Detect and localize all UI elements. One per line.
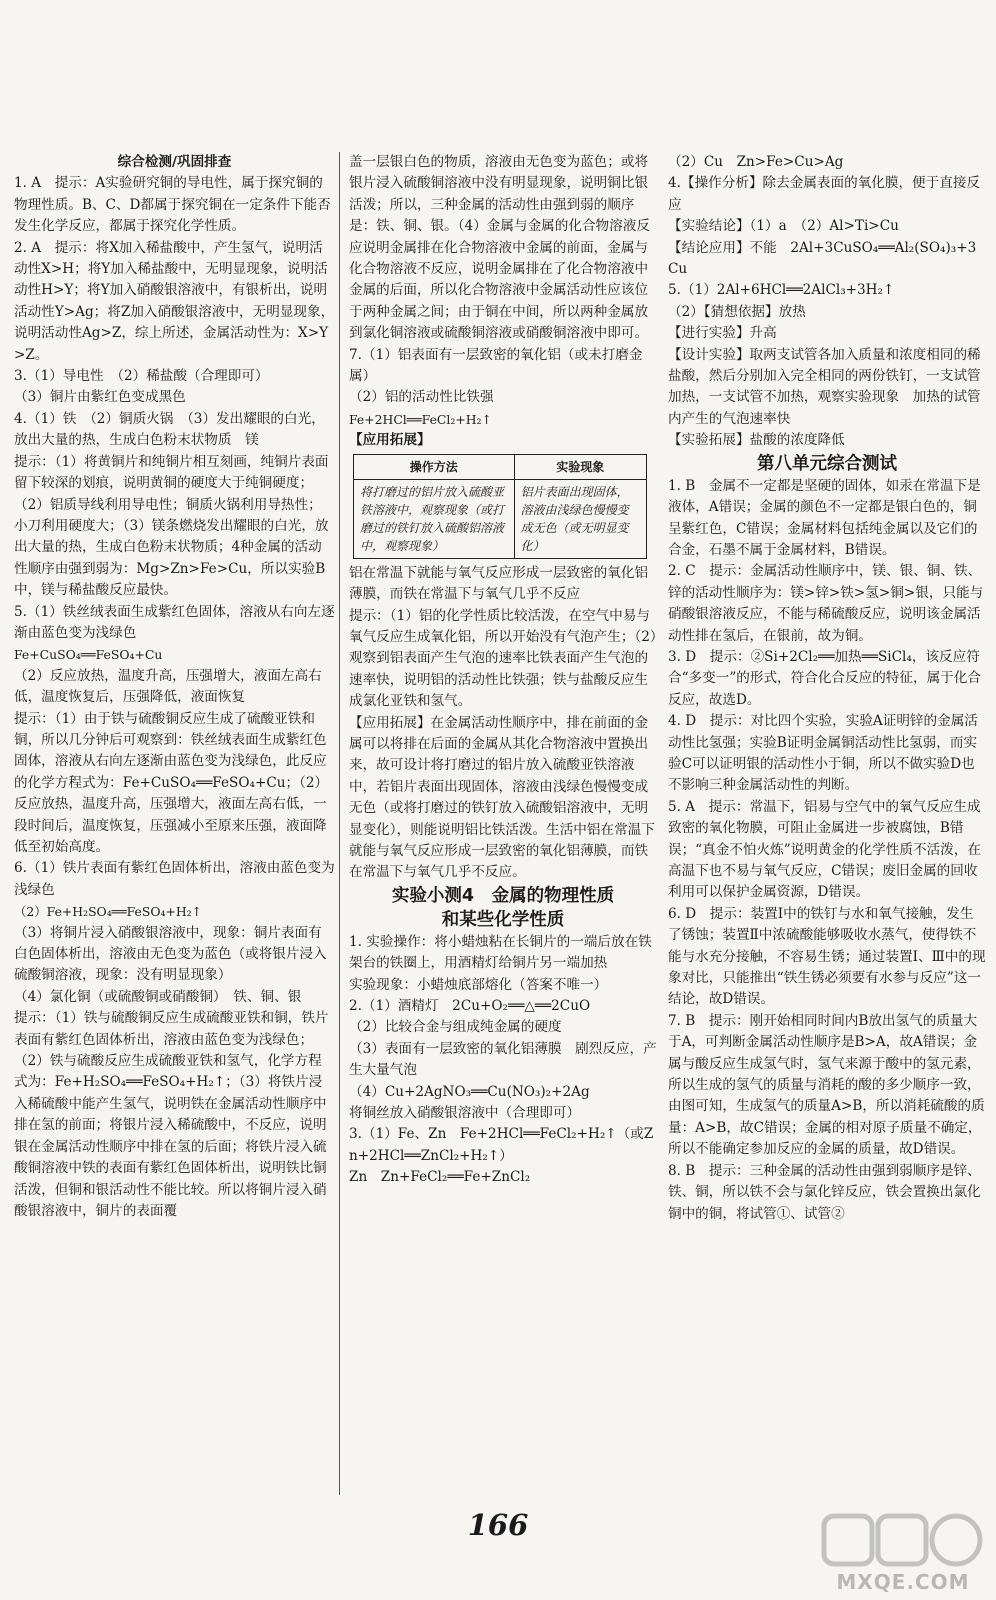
paragraph: 4.【操作分析】除去金属表面的氧化膜，便于直接反应 — [668, 175, 981, 213]
paragraph: 【结论应用】不能 2Al+3CuSO₄══Al₂(SO₄)₃+3Cu — [668, 239, 977, 278]
paragraph: 1. 实验操作：将小蜡烛粘在长铜片的一端后放在铁架台的铁圈上，用酒精灯给铜片另一端加热 — [349, 933, 652, 972]
paragraph: 3. D 提示：②Si+2Cl₂══加热══SiCl₄，该反应符合“多变一”的形式，符合化合反应的特征，属于化合反应，故选D。 — [668, 648, 981, 708]
paragraph: 将铜丝放入硝酸银溶液中（合理即可） — [349, 1105, 581, 1122]
column-right — [668, 152, 986, 1495]
watermark-logo — [816, 1508, 990, 1596]
paragraph: （2）反应放热，温度升高，压强增大，液面左高右低，温度恢复后，压强降低，液面恢复 — [14, 667, 322, 706]
paragraph: 【应用拓展】在金属活动性顺序中，排在前面的金属可以将排在后面的金属从其化合物溶液中置换出来，故可设计将打磨过的铝片放入硫酸亚铁溶液中，若铝片表面出现固体，溶液由浅绿色慢慢变成无色（或将打磨过的铁钉放入硫酸铝溶液中，无明显变化），则能说明铝比铁活泼。生活中铝在常温下就能与氧气反应形成一层致密的氧化铝薄膜，而铁在常温下与氧气几乎不反应。 — [349, 714, 655, 881]
paragraph: 【进行实验】升高 — [668, 325, 777, 342]
table-cell-phenomenon: 铝片表面出现固体，溶液由浅绿色慢慢变成无色（或无明显变化） — [520, 484, 629, 553]
paragraph: 4.（1）铁 （2）铜质火锅 （3）发出耀眼的白光，放出大量的热，生成白色粉末状物质 镁 — [14, 410, 325, 449]
paragraph: （2）比较合金与组成纯金属的硬度 — [349, 1019, 562, 1036]
paragraph: （4）氯化铜（或硫酸铜或硝酸铜） 铁、铜、银 — [14, 988, 302, 1005]
experiment-table — [353, 454, 647, 559]
paragraph: 提示：（1）由于铁与硫酸铜反应生成了硫酸亚铁和铜，所以几分钟后可观察到：铁丝绒表面生成紫红色固体，溶液从右向左逐渐由蓝色变为浅绿色，此反应的化学方程式为：Fe+CuSO₄══FeSO₄+Cu；（2）反应放热，温度升高，压强增大，液面左高右低，一段时间后，温度恢复，压强减小至原来压强，液面降低至初始高度。 — [14, 710, 329, 855]
table-cell-method: 将打磨过的铝片放入硫酸亚铁溶液中，观察现象（或打磨过的铁钉放入硫酸铝溶液中，观察现象） — [354, 480, 515, 558]
table-row — [354, 480, 646, 558]
paragraph: 第八单元综合测试 — [757, 453, 897, 474]
paragraph: 盖一层银白色的物质，溶液由无色变为蓝色；或将银片浸入硫酸铜溶液中没有明显现象，说明铜比银活泼；所以，三种金属的活动性由强到弱的顺序是：铁、铜、银。（4）金属与金属的化合物溶液反应说明金属排在化合物溶液中金属的前面，金属与化合物溶液不反应，说明金属排在了化合物溶液中金属的后面，所以化合物溶液中金属活动性应该位于两种金属之间；由于铜在中间，所以两种金属放到氯化铜溶液或硫酸铜溶液或硝酸铜溶液中即可。 — [349, 154, 650, 342]
paragraph: 8. B 提示：三种金属的活动性由强到弱顺序是锌、铁、铜，所以铁不会与氯化锌反应，铁会置换出氯化铜中的铜，将试管①、试管② — [668, 1162, 981, 1222]
paragraph: Fe+2HCl══FeCl₂+H₂↑ — [349, 411, 492, 427]
column-left — [14, 152, 340, 1495]
paragraph: 1. B 金属不一定都是坚硬的固体，如汞在常温下是液体，A错误；金属的颜色不一定都是银白色的，铜呈紫红色，C错误；金属材料包括纯金属以及它们的合金，石墨不属于金属材料，B错误。 — [668, 477, 981, 558]
paragraph: （3）铜片由紫红色变成黑色 — [14, 389, 186, 406]
paragraph: 【实验结论】（1）a （2）Al>Ti>Cu — [668, 218, 899, 235]
paragraph: （3）将铜片浸入硝酸银溶液中，现象：铜片表面有白色固体析出，溶液由无色变为蓝色（或将银片浸入硫酸铜溶液，现象：没有明显现象） — [14, 924, 327, 984]
paragraph: 7. B 提示：刚开始相同时间内B放出氢气的质量大于A，可判断金属活动性顺序是B>A，故A错误；金属与酸反应生成氢气时，氢气来源于酸中的氢元素，所以生成的氢气的质量与消耗的酸的多少顺序一致，由图可知，生成氢气的质量A>B，所以消耗硫酸的质量：A>B，故C错误；金属的相对原子质量不确定，所以不能确定参加反应的金属的质量，故D错误。 — [668, 1012, 985, 1158]
paragraph: Zn Zn+FeCl₂══Fe+ZnCl₂ — [349, 1169, 531, 1186]
column-middle-top — [349, 152, 657, 452]
watermark-graphic — [816, 1508, 990, 1578]
paragraph: 3.（1）导电性 （2）稀盐酸（合理即可） — [14, 368, 269, 385]
page-number: 166 — [467, 1508, 529, 1542]
column-middle — [349, 152, 657, 1495]
paragraph: 和某些化学性质 — [441, 909, 565, 930]
paragraph: 【实验拓展】盐酸的浓度降低 — [668, 432, 845, 449]
column-middle-bottom — [349, 563, 657, 1189]
paragraph: 提示：（1）铁与硫酸铜反应生成硫酸亚铁和铜，铁片表面有紫红色固体析出，溶液由蓝色变为浅绿色；（2）铁与硫酸反应生成硫酸亚铁和氢气，化学方程式为：Fe+H₂SO₄══FeSO₄+H₂↑；（3）将铁片浸入稀硫酸中能产生氢气，说明铁在金属活动性顺序中排在氢的前面；将银片浸入稀硫酸中，不反应，说明银在金属活动性顺序中排在氢的后面；将铁片浸入硫酸铜溶液中铁的表面有紫红色固体析出，说明铁比铜活泼，但铜和银活动性不能比较。所以将铜片浸入硝酸银溶液中，铜片的表面覆 — [14, 1010, 329, 1219]
paragraph: 7.（1）铝表面有一层致密的氧化铝（或未打磨金属） — [349, 346, 643, 385]
watermark-text: MXQE.COM — [836, 1570, 970, 1594]
paragraph: 5. A 提示：常温下，铝易与空气中的氧气反应生成致密的氧化物膜，可阻止金属进一步被腐蚀，B错误；“真金不怕火炼”说明黄金的化学性质不活泼，在高温下也不易与氧气反应，C错误；废旧金属的回收利用可以保护金属资源，D错误。 — [668, 798, 981, 901]
paragraph: 3.（1）Fe、Zn Fe+2HCl══FeCl₂+H₂↑（或Zn+2HCl══ZnCl₂+H₂↑） — [349, 1126, 654, 1164]
paragraph: 2. A 提示：将X加入稀盐酸中，产生氢气，说明活动性X>H；将Y加入稀盐酸中，无明显现象，说明活动性H>Y；将Y加入硝酸银溶液中，有银析出，说明活动性Y>Ag；将Z加入硝酸银溶液中，无明显现象，说明活动性Ag>Z，综上所述，金属活动性为：X>Y>Z。 — [14, 239, 335, 363]
paragraph: （2）Fe+H₂SO₄══FeSO₄+H₂↑ — [14, 904, 203, 920]
paragraph: 铝在常温下就能与氧气反应形成一层致密的氧化铝薄膜，而铁在常温下与氧气几乎不反应 — [349, 564, 649, 603]
paragraph: （2）【猜想依据】放热 — [668, 303, 806, 320]
table-header-row — [354, 455, 646, 480]
paragraph: （3）表面有一层致密的氧化铝薄膜 剧烈反应，产生大量气泡 — [349, 1040, 657, 1079]
paragraph: 5.（1）2Al+6HCl══2AlCl₃+3H₂↑ — [668, 282, 895, 299]
paragraph: 2.（1）酒精灯 2Cu+O₂══△══2CuO — [349, 998, 591, 1014]
paragraph: 1. A 提示：A实验研究铜的导电性，属于探究铜的物理性质。B、C、D都属于探究铜在一定条件下能否发生化学反应，都属于探究化学性质。 — [14, 175, 331, 235]
paragraph: 实验现象：小蜡烛底部熔化（答案不唯一） — [349, 976, 608, 993]
paragraph: 实验小测4 金属的物理性质 — [391, 885, 615, 906]
paragraph: 提示：（1）将黄铜片和纯铜片相互刻画，纯铜片表面留下较深的划痕，说明黄铜的硬度大于纯铜硬度；（2）铝质导线利用导电性；铜质火锅利用导热性；小刀利用硬度大；（3）镁条燃烧发出耀眼的白光，放出大量的热，生成白色粉末状物质；4种金属的活动性顺序由强到弱为：Mg>Zn>Fe>Cu，所以实验B中，镁与稀盐酸反应最快。 — [14, 453, 329, 599]
paragraph: 6.（1）铁片表面有紫红色固体析出，溶液由蓝色变为浅绿色 — [14, 860, 335, 898]
paragraph: （2）铝的活动性比铁强 — [349, 389, 494, 406]
paragraph: 【设计实验】取两支试管各加入质量和浓度相同的稀盐酸，然后分别加入完全相同的两份铁钉，一支试管加热，一支试管不加热，观察实验现象 加热的试管内产生的气泡速率快 — [668, 346, 981, 427]
paragraph: （2）Cu Zn>Fe>Cu>Ag — [668, 154, 844, 170]
paragraph: （4）Cu+2AgNO₃══Cu(NO₃)₂+2Ag — [349, 1083, 590, 1100]
table-header-phenomenon: 实验现象 — [556, 459, 605, 474]
paragraph: Fe+CuSO₄══FeSO₄+Cu — [14, 647, 163, 663]
paragraph: 5.（1）铁丝绒表面生成紫红色固体，溶液从右向左逐渐由蓝色变为浅绿色 — [14, 603, 335, 641]
paragraph: 4. D 提示：对比四个实验，实验A证明锌的金属活动性比氢强；实验B证明金属铜活动性比氢弱，而实验C可以证明银的活动性小于铜，所以不做实验D也不影响三种金属活动性的判断。 — [668, 713, 978, 794]
paragraph: 6. D 提示：装置Ⅰ中的铁钉与水和氧气接触，发生了锈蚀；装置Ⅱ中浓硫酸能够吸收水蒸气，使得铁不能与水充分接触，不容易生锈；通过装置Ⅰ、Ⅲ中的现象对比，只能推出“铁生锈必须要有水参与反应”这一结论，故D错误。 — [668, 905, 986, 1008]
paragraph: 【应用拓展】 — [349, 432, 431, 449]
table-header-method: 操作方法 — [354, 455, 515, 479]
paragraph: 综合检测/巩固排查 — [117, 154, 232, 170]
paragraph: 提示：（1）铝的化学性质比较活泼，在空气中易与氧气反应生成氧化铝，所以开始没有气泡产生；（2）观察到铝表面产生气泡的速率比铁表面产生气泡的速率快，说明铝的活动性比铁强；铁与盐酸反应生成氯化亚铁和氢气。 — [349, 607, 657, 710]
paragraph: 2. C 提示：金属活动性顺序中，镁、银、铜、铁、锌的活动性顺序为：镁>锌>铁>氢>铜>银，只能与硝酸银溶液反应，不能与稀硫酸反应，说明该金属活动性排在氢后，在银前，故为铜。 — [668, 563, 984, 644]
